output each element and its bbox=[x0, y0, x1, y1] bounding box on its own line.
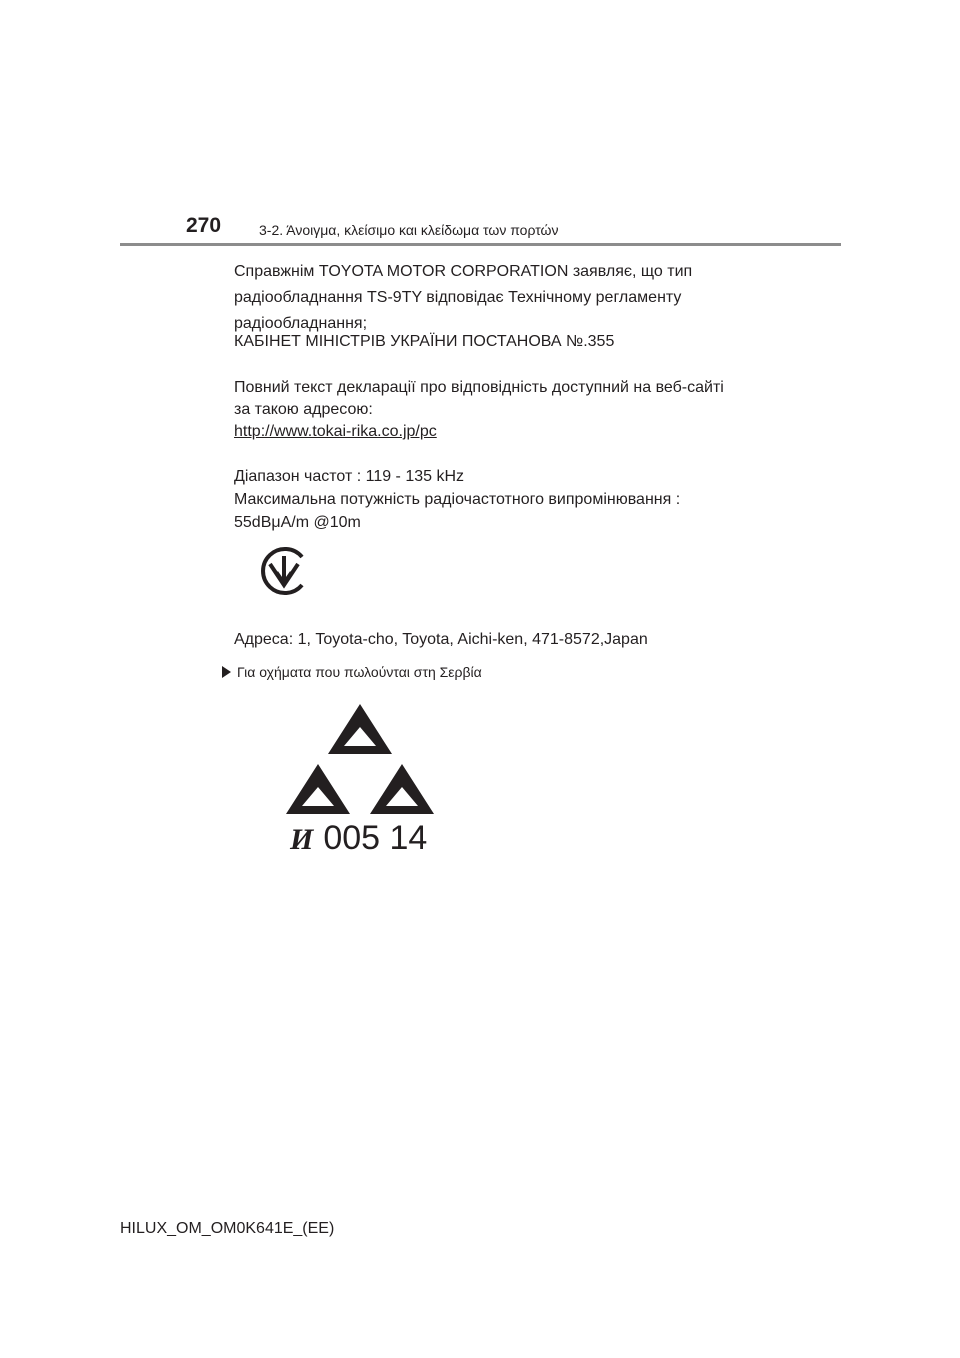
max-power-line: Максимальна потужність радіочастотного випромінювання : bbox=[234, 491, 681, 508]
max-power-value-line: 55dBμA/m @10m bbox=[234, 514, 361, 531]
declaration-line: радіообладнання TS-9TY відповідає Технічному регламенту bbox=[234, 289, 682, 306]
address-line: Адреса: 1, Toyota-cho, Toyota, Aichi-ken, 471-8572,Japan bbox=[234, 631, 648, 648]
header-divider bbox=[120, 243, 841, 246]
serbia-section-heading bbox=[222, 664, 482, 680]
footer-model-code: HILUX_OM_OM0K641E_(EE) bbox=[120, 1220, 335, 1237]
frequency-range-line: Діапазон частот : 119 - 135 kHz bbox=[234, 468, 465, 485]
full-text-line: за такою адресою: bbox=[234, 401, 373, 418]
chapter-title: 3-2. Άνοιγμα, κλείσιμο και κλείδωμα των πορτών bbox=[259, 222, 559, 238]
page-number: 270 bbox=[186, 214, 222, 237]
declaration-url-link[interactable]: http://www.tokai-rika.co.jp/pc bbox=[234, 423, 437, 440]
full-text-line: Повний текст декларації про відповідність доступний на веб-сайті bbox=[234, 379, 724, 396]
serbian-conformity-triangles-icon bbox=[285, 702, 435, 814]
declaration-line: радіообладнання; bbox=[234, 315, 368, 332]
regulation-line: КАБІНЕТ МІНІСТРІВ УКРАЇНИ ПОСТАНОВА №.355 bbox=[234, 333, 615, 350]
serbia-approval-code bbox=[290, 818, 427, 860]
serbia-code-letter: И bbox=[290, 823, 314, 856]
triangle-bullet-icon bbox=[222, 666, 231, 678]
ukrainian-conformity-mark-icon bbox=[258, 544, 310, 598]
declaration-line: Справжнім TOYOTA MOTOR CORPORATION заявляє, що тип bbox=[234, 263, 693, 280]
serbia-heading-text: Για οχήματα που πωλούνται στη Σερβία bbox=[237, 664, 482, 680]
serbia-code-number: 005 14 bbox=[323, 819, 428, 857]
